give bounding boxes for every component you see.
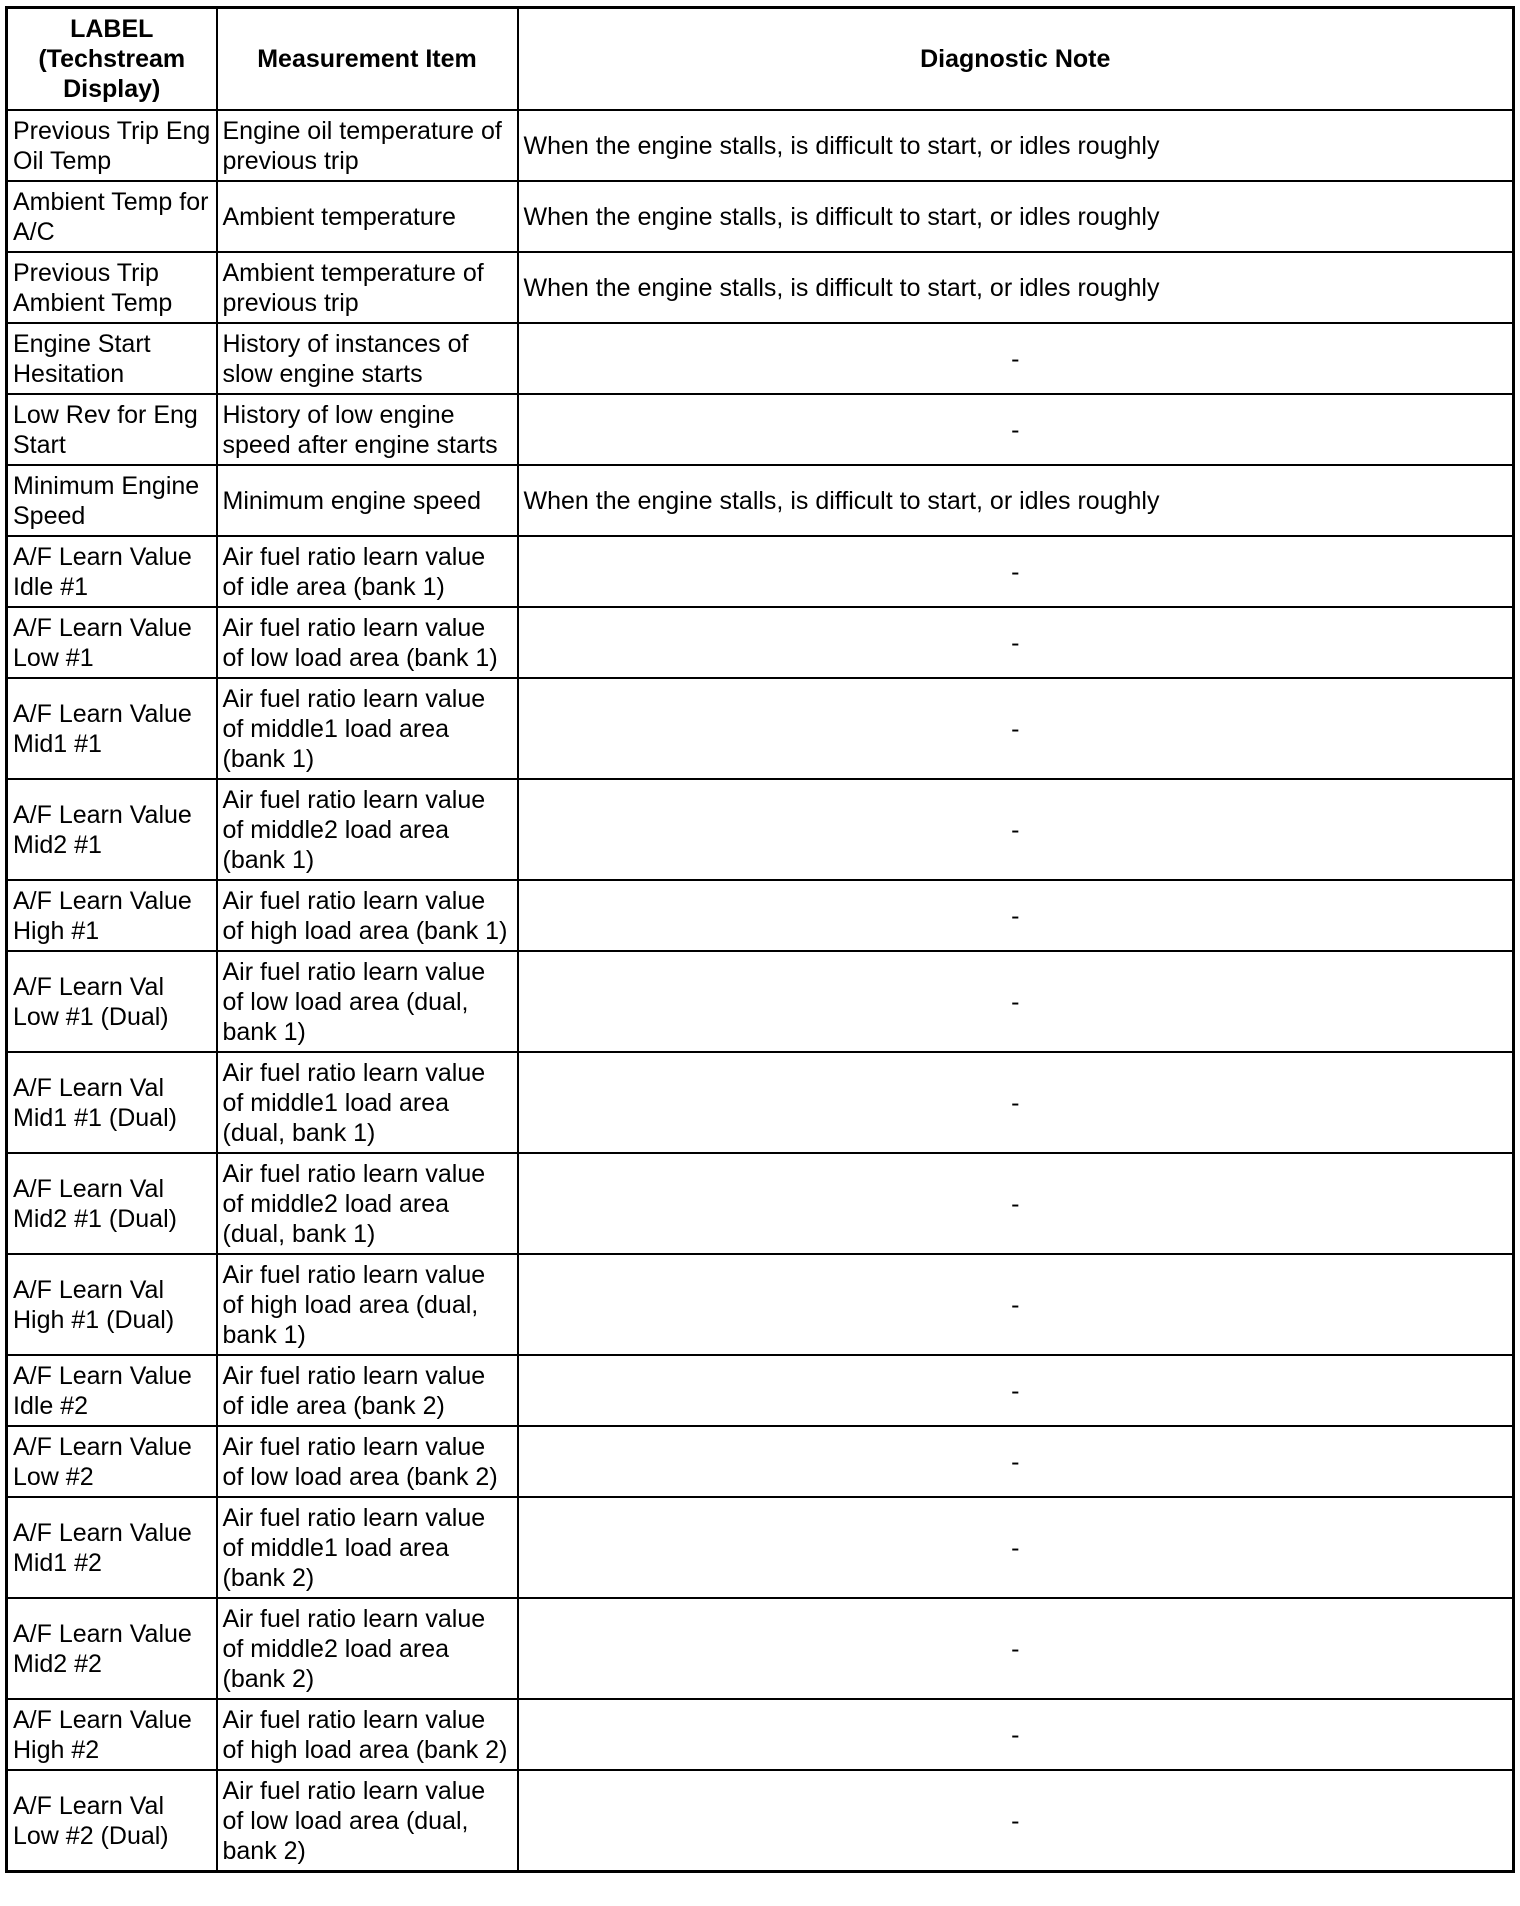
table-row <box>7 465 1514 536</box>
table-row <box>7 110 1514 181</box>
cell-diagnostic-note: - <box>518 1153 1514 1254</box>
cell-diagnostic-note: When the engine stalls, is difficult to start, or idles roughly <box>518 181 1514 252</box>
table-header-row <box>7 8 1514 111</box>
cell-diagnostic-note: - <box>518 1426 1514 1497</box>
cell-label: Minimum Engine Speed <box>7 465 217 536</box>
table-row <box>7 1598 1514 1699</box>
cell-diagnostic-note: - <box>518 1497 1514 1598</box>
cell-measurement-item: Air fuel ratio learn value of middle2 load area (dual, bank 1) <box>217 1153 518 1254</box>
cell-diagnostic-note: - <box>518 880 1514 951</box>
cell-diagnostic-note: - <box>518 1254 1514 1355</box>
cell-measurement-item: Air fuel ratio learn value of middle1 load area (dual, bank 1) <box>217 1052 518 1153</box>
table-row <box>7 252 1514 323</box>
cell-label: Previous Trip Eng Oil Temp <box>7 110 217 181</box>
cell-measurement-item: Ambient temperature <box>217 181 518 252</box>
cell-diagnostic-note: - <box>518 1598 1514 1699</box>
cell-label: A/F Learn Val Low #2 (Dual) <box>7 1770 217 1872</box>
table-row <box>7 779 1514 880</box>
cell-label: Engine Start Hesitation <box>7 323 217 394</box>
cell-label: Low Rev for Eng Start <box>7 394 217 465</box>
table-row <box>7 1153 1514 1254</box>
cell-measurement-item: History of instances of slow engine starts <box>217 323 518 394</box>
cell-label: A/F Learn Value Idle #2 <box>7 1355 217 1426</box>
header-measurement-item: Measurement Item <box>217 8 518 111</box>
cell-measurement-item: Air fuel ratio learn value of middle1 load area (bank 2) <box>217 1497 518 1598</box>
cell-measurement-item: Air fuel ratio learn value of low load area (bank 2) <box>217 1426 518 1497</box>
cell-label: A/F Learn Value Low #1 <box>7 607 217 678</box>
cell-diagnostic-note: When the engine stalls, is difficult to start, or idles roughly <box>518 110 1514 181</box>
cell-measurement-item: Air fuel ratio learn value of high load area (bank 2) <box>217 1699 518 1770</box>
cell-label: A/F Learn Value Mid1 #2 <box>7 1497 217 1598</box>
table-row <box>7 323 1514 394</box>
cell-label: A/F Learn Value High #1 <box>7 880 217 951</box>
table-row <box>7 678 1514 779</box>
cell-measurement-item: Air fuel ratio learn value of idle area (bank 1) <box>217 536 518 607</box>
cell-measurement-item: Air fuel ratio learn value of middle1 load area (bank 1) <box>217 678 518 779</box>
table-row <box>7 607 1514 678</box>
table-row <box>7 951 1514 1052</box>
cell-diagnostic-note: - <box>518 394 1514 465</box>
table-row <box>7 1254 1514 1355</box>
cell-label: A/F Learn Val Mid2 #1 (Dual) <box>7 1153 217 1254</box>
table-row <box>7 1355 1514 1426</box>
cell-measurement-item: Engine oil temperature of previous trip <box>217 110 518 181</box>
cell-diagnostic-note: - <box>518 779 1514 880</box>
cell-label: A/F Learn Value Low #2 <box>7 1426 217 1497</box>
cell-diagnostic-note: When the engine stalls, is difficult to start, or idles roughly <box>518 252 1514 323</box>
cell-diagnostic-note: - <box>518 607 1514 678</box>
cell-label: Ambient Temp for A/C <box>7 181 217 252</box>
cell-measurement-item: Ambient temperature of previous trip <box>217 252 518 323</box>
cell-label: A/F Learn Value Mid1 #1 <box>7 678 217 779</box>
table-row <box>7 1497 1514 1598</box>
table-row <box>7 394 1514 465</box>
cell-measurement-item: Air fuel ratio learn value of high load area (dual, bank 1) <box>217 1254 518 1355</box>
cell-diagnostic-note: - <box>518 536 1514 607</box>
cell-label: A/F Learn Value Mid2 #2 <box>7 1598 217 1699</box>
cell-diagnostic-note: - <box>518 1355 1514 1426</box>
cell-label: A/F Learn Val Mid1 #1 (Dual) <box>7 1052 217 1153</box>
cell-label: A/F Learn Value Idle #1 <box>7 536 217 607</box>
cell-measurement-item: Air fuel ratio learn value of low load area (bank 1) <box>217 607 518 678</box>
table-row <box>7 181 1514 252</box>
table-row <box>7 536 1514 607</box>
header-diagnostic-note: Diagnostic Note <box>518 8 1514 111</box>
cell-measurement-item: Minimum engine speed <box>217 465 518 536</box>
table-row <box>7 1052 1514 1153</box>
table-row <box>7 1770 1514 1872</box>
cell-measurement-item: History of low engine speed after engine starts <box>217 394 518 465</box>
cell-diagnostic-note: - <box>518 1770 1514 1872</box>
cell-label: Previous Trip Ambient Temp <box>7 252 217 323</box>
cell-measurement-item: Air fuel ratio learn value of low load area (dual, bank 2) <box>217 1770 518 1872</box>
cell-measurement-item: Air fuel ratio learn value of low load area (dual, bank 1) <box>217 951 518 1052</box>
cell-measurement-item: Air fuel ratio learn value of high load area (bank 1) <box>217 880 518 951</box>
cell-diagnostic-note: - <box>518 1052 1514 1153</box>
cell-diagnostic-note: When the engine stalls, is difficult to start, or idles roughly <box>518 465 1514 536</box>
cell-diagnostic-note: - <box>518 678 1514 779</box>
cell-label: A/F Learn Val High #1 (Dual) <box>7 1254 217 1355</box>
cell-label: A/F Learn Value Mid2 #1 <box>7 779 217 880</box>
cell-label: A/F Learn Val Low #1 (Dual) <box>7 951 217 1052</box>
table-row <box>7 880 1514 951</box>
cell-diagnostic-note: - <box>518 951 1514 1052</box>
cell-diagnostic-note: - <box>518 1699 1514 1770</box>
data-list-table <box>5 6 1515 1873</box>
cell-measurement-item: Air fuel ratio learn value of middle2 load area (bank 2) <box>217 1598 518 1699</box>
cell-diagnostic-note: - <box>518 323 1514 394</box>
cell-measurement-item: Air fuel ratio learn value of idle area (bank 2) <box>217 1355 518 1426</box>
cell-label: A/F Learn Value High #2 <box>7 1699 217 1770</box>
cell-measurement-item: Air fuel ratio learn value of middle2 load area (bank 1) <box>217 779 518 880</box>
table-row <box>7 1426 1514 1497</box>
header-label: LABEL (Techstream Display) <box>7 8 217 111</box>
table-row <box>7 1699 1514 1770</box>
